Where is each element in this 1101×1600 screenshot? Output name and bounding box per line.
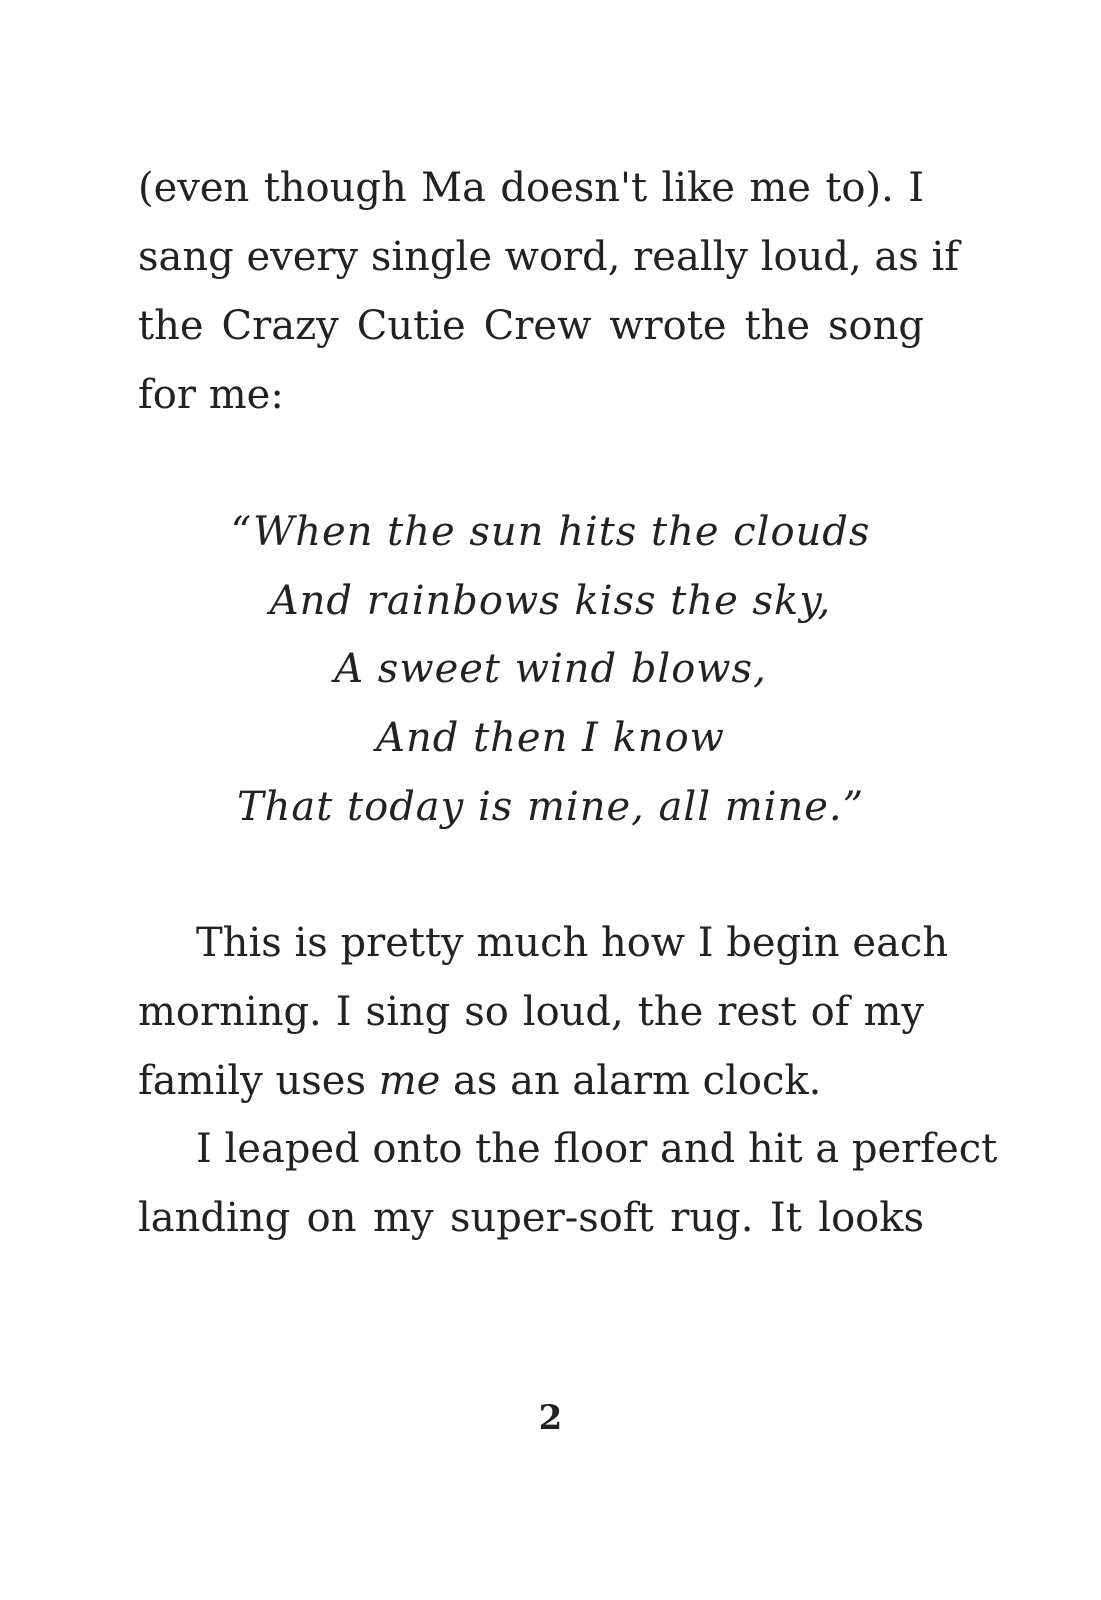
text-line <box>138 1057 924 1105</box>
text-line: landing on my super-soft rug. It looks <box>138 1195 924 1241</box>
verse-line: “When the sun hits the clouds <box>230 509 871 555</box>
verse-line: A sweet wind blows, <box>334 646 767 692</box>
verse-line: And then I know <box>376 715 725 761</box>
text-line: (even though Ma doesn't like me to). I <box>138 165 924 211</box>
verse-line: And rainbows kiss the sky, <box>269 578 832 624</box>
text-line: sang every single word, really loud, as if <box>138 234 960 280</box>
page-number: 2 <box>538 1398 563 1438</box>
text-segment: family uses <box>138 1058 379 1104</box>
text-line: I leaped onto the floor and hit a perfect <box>196 1126 998 1172</box>
text-line: This is pretty much how I begin each <box>196 920 949 966</box>
emphasized-word: me <box>378 1058 441 1104</box>
text-line: morning. I sing so loud, the rest of my <box>138 989 924 1035</box>
verse-line: That today is mine, all mine.” <box>236 784 865 830</box>
text-line: for me: <box>138 372 284 418</box>
text-line: the Crazy Cutie Crew wrote the song <box>138 303 924 349</box>
text-segment: as an alarm clock. <box>440 1058 822 1104</box>
